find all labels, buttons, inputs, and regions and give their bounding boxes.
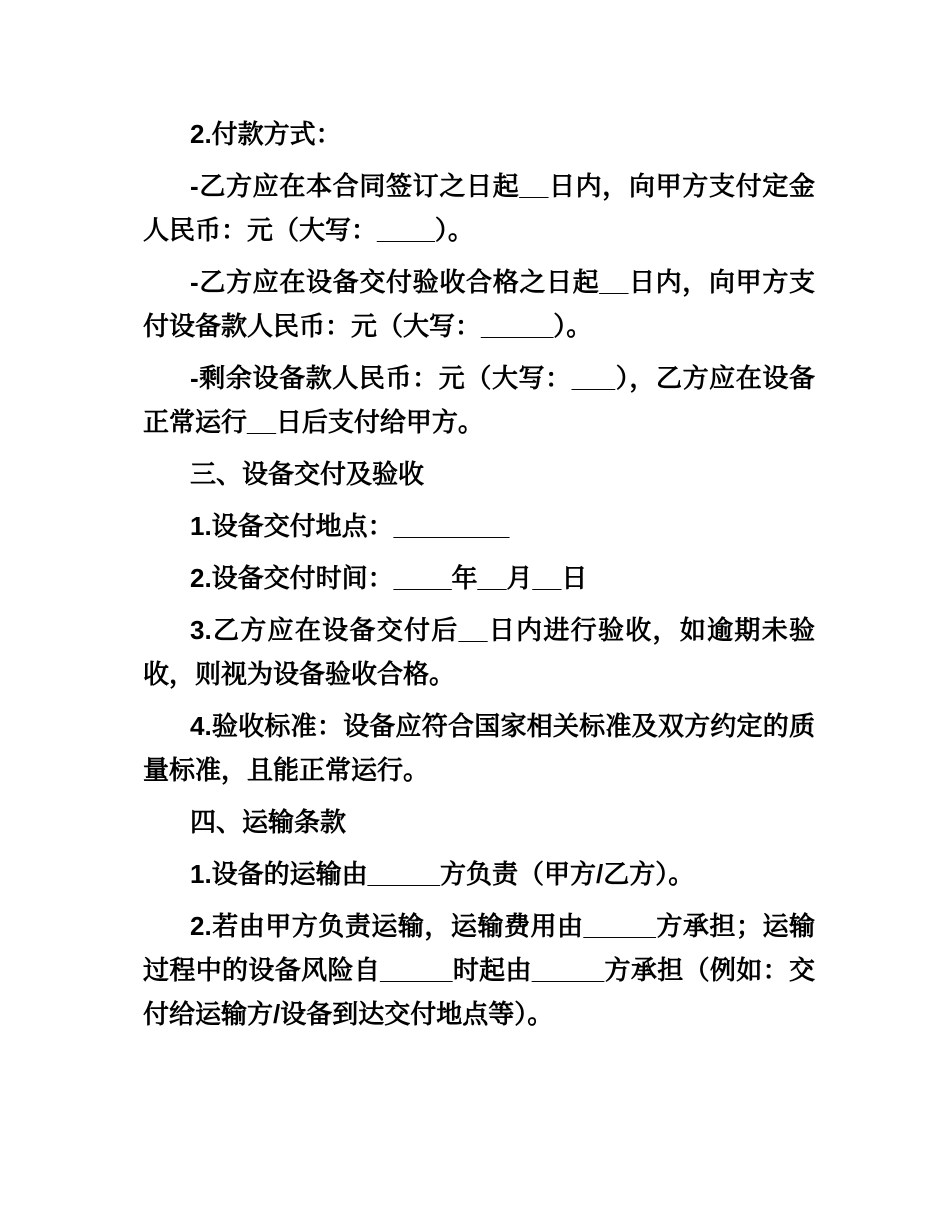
deposit-payment-clause: -乙方应在本合同签订之日起__日内，向甲方支付定金人民币：元（大写：____）。 — [143, 171, 815, 245]
acceptance-period-clause: 3.乙方应在设备交付后__日内进行验收，如逾期未验收，则视为设备验收合格。 — [143, 615, 815, 689]
acceptance-standard-clause: 4.验收标准：设备应符合国家相关标准及双方约定的质量标准，且能正常运行。 — [143, 711, 815, 785]
section-delivery-acceptance-heading: 三、设备交付及验收 — [190, 459, 425, 489]
transport-cost-risk-clause: 2.若由甲方负责运输，运输费用由_____方承担；运输过程中的设备风险自_____时起由_____方承担（例如：交付给运输方/设备到达交付地点等）。 — [143, 911, 815, 1029]
delivery-time-clause: 2.设备交付时间：____年__月__日 — [190, 563, 588, 593]
section-transport-heading: 四、运输条款 — [190, 807, 347, 837]
transport-responsibility-clause: 1.设备的运输由_____方负责（甲方/乙方）。 — [190, 859, 695, 889]
payment-method-heading: 2.付款方式： — [190, 119, 342, 149]
contract-body-text — [143, 112, 815, 1036]
delivery-location-clause: 1.设备交付地点：________ — [190, 511, 510, 541]
balance-payment-clause: -剩余设备款人民币：元（大写：___），乙方应在设备正常运行__日后支付给甲方。 — [143, 363, 815, 437]
equipment-payment-clause: -乙方应在设备交付验收合格之日起__日内，向甲方支付设备款人民币：元（大写：_____）。 — [143, 267, 815, 341]
